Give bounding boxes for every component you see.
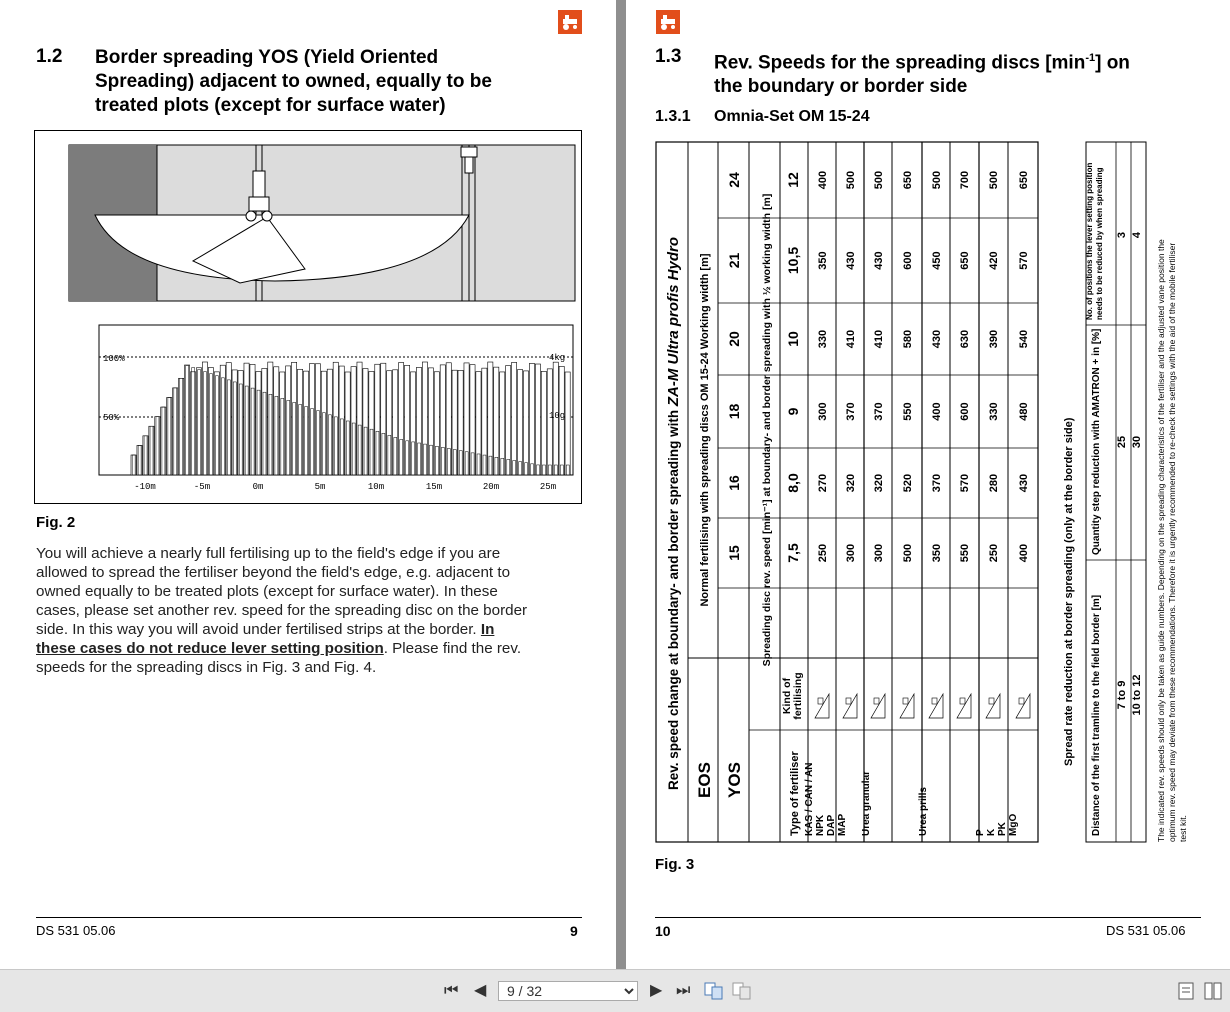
title-part: ] on [1095,52,1130,74]
table-title [665,237,682,790]
rev-speed-value: 350 [817,251,829,270]
spreader-icon [1016,694,1030,718]
outer-bar [512,362,517,475]
rev-speed-value: 320 [873,473,885,493]
half-width-value: 10,5 [785,246,801,275]
rate-quantity-value: 25 [1116,435,1128,449]
body-line: speeds for the spreading discs in Fig. 3 and Fig. 4. [36,659,377,676]
rev-speed-value: 270 [817,473,829,493]
table-note-line: The indicated rev. speeds should only be taken as guide numbers. Depending on the spreading characteristics of the fertiliser and the adjusted vane position the [1156,239,1166,842]
rev-speed-value: 500 [988,170,1000,190]
spreader-icon [957,694,971,718]
spreader-icon-part [989,698,994,704]
rev-speed-value: 370 [845,402,857,421]
spreader-icon-part [874,698,879,704]
half-width-value: 9 [785,407,801,416]
table-note-line: test kit. [1178,815,1188,842]
rev-speed-value: 570 [959,473,971,493]
rev-speed-value: 300 [845,543,857,563]
spreader-icon [986,694,1000,718]
outer-bar [535,364,540,475]
section-title [95,46,492,118]
table-title-brand: ZA-M Ultra profis Hydro [665,237,682,407]
fertiliser-type-name: PK [997,822,1008,836]
left-page [0,0,616,969]
rev-speed-value: 330 [988,402,1000,421]
x-axis-ticks [134,482,556,492]
table-text [665,163,1188,842]
rev-speed-value: 630 [959,329,971,349]
rev-speed-value: 400 [931,402,943,421]
eos-label: EOS [695,762,714,798]
rev-speed-value: 570 [1018,251,1030,270]
body-line: cases, please set another rev. speed for the spreading disc on the border [36,602,528,619]
body-emphasis-start: In [480,621,495,638]
rev-speed-value: 580 [902,329,914,349]
rev-speed-value: 650 [959,251,971,270]
footer-rule [655,917,1201,918]
working-width-value: 18 [726,403,742,420]
page-layout-icon[interactable] [704,982,724,1005]
title-superscript: -1 [1085,52,1096,64]
half-width-value: 7,5 [785,543,801,563]
kind-header-line: fertilising [792,672,804,720]
outer-bar [506,366,511,475]
x-tick-label: 15m [425,482,443,492]
rev-speed-value: 650 [902,170,914,190]
rate-header-positions: needs to be reduced by when spreading [1095,167,1104,320]
next-page-icon[interactable]: ▶ [650,982,663,999]
x-tick-label: 0m [252,482,264,492]
rate-distance-value: 10 to 12 [1131,674,1143,716]
spreader-icon [815,694,829,718]
rev-speed-value: 300 [873,543,885,563]
fertiliser-type-name: MAP [837,813,848,836]
outer-bar [547,369,552,475]
prev-page-icon[interactable]: ◀ [474,982,487,999]
body-line: owned equally to be treated plots (except for surface water). In these [36,583,498,600]
working-width-value: 16 [726,475,742,491]
spreader-icon [871,694,885,718]
rate-reduction-title: Spread rate reduction at border spreading (only at the border side) [1063,417,1075,766]
half-width-value: 10 [785,331,801,347]
rev-speed-value: 550 [902,402,914,421]
fertiliser-type-name: K [986,828,997,836]
pdf-viewer-toolbar [0,969,1230,1012]
working-width-value: 15 [726,545,742,561]
footer-doc: DS 531 05.06 [1106,923,1186,938]
outer-bar [565,372,570,475]
section-number: 1.3 [655,46,682,67]
rate-header-distance: Distance of the first tramline to the field border [m] [1091,594,1102,836]
fertiliser-type-name: P [975,829,986,836]
body-line [36,620,584,639]
working-width-value: 20 [726,331,742,347]
spreader-icon-part [1019,698,1024,704]
rev-speed-value: 450 [931,251,943,270]
first-page-icon[interactable]: ⏮ [444,982,459,999]
half-width-value: 8,0 [785,473,801,493]
label-10g: 10g [549,411,566,421]
section-number: 1.2 [36,46,63,67]
body-line [36,639,584,658]
label-4kg: 4kg [549,353,566,363]
rev-speed-value: 600 [959,402,971,421]
rev-speed-value: 280 [988,473,1000,493]
x-tick-label: 20m [482,482,500,492]
rev-speed-value: 700 [959,170,971,190]
spreader-icon-part [960,698,965,704]
rev-speed-value: 430 [931,329,943,349]
footer-page-number: 10 [655,923,671,939]
fertiliser-type-name: KAS / CAN / AN [804,762,815,836]
spreading-speed-label: Spreading disc rev. speed [min⁻¹] at boundary- and border spreading with ½ working width [m] [761,193,773,667]
spreader-icon [843,694,857,718]
body-emphasis: these cases do not reduce lever setting position [36,640,384,657]
rev-speed-value: 250 [988,543,1000,563]
rev-speed-value: 370 [931,473,943,493]
rev-speed-value: 540 [1018,329,1030,349]
body-line-text: side. In this way you will avoid under fertilised strips at the border. [36,621,477,638]
rev-speed-table [626,130,1230,850]
single-page-icon[interactable] [1178,982,1194,1005]
label-100pct: 100% [103,354,125,364]
rev-speed-value: 550 [959,543,971,563]
rev-speed-value: 330 [817,329,829,349]
working-width-value: 21 [726,252,742,269]
x-tick-label: 25m [539,482,557,492]
fertiliser-type-name: DAP [826,814,837,836]
normal-fertilising-label: Normal fertilising with spreading discs OM 15-24 Working width [m] [699,253,711,607]
half-width-value: 12 [785,172,801,188]
subsection-title: Omnia-Set OM 15-24 [714,108,870,125]
rev-speed-value: 400 [817,170,829,190]
rev-speed-value: 520 [902,473,914,493]
body-text [36,544,584,677]
kind-header-line: Kind of [781,677,793,715]
yos-label: YOS [725,762,744,798]
spread-diagram [35,131,583,505]
rev-speed-value: 480 [1018,402,1030,421]
figure-2 [34,130,582,504]
outer-bar [523,371,528,475]
rev-speed-value: 370 [873,402,885,421]
body-line: You will achieve a nearly full fertilising up to the field's edge if you are [36,545,501,562]
rev-speed-value: 650 [1018,170,1030,190]
section-title-line: the boundary or border side [714,76,968,98]
fig-3-caption: Fig. 3 [655,856,695,873]
table-title-prefix: Rev. speed change at boundary- and border spreading with [666,406,681,790]
rev-speed-value: 420 [988,251,1000,270]
table-note-line: optimum rev. speed may deviate from these recommendations. Therefore it is urgently recommended to re-check the settings with the aid of the mobile fertiliser [1167,242,1177,842]
x-tick-label: -10m [134,482,156,492]
outer-bar [517,370,522,475]
rate-header-positions: No. of positions the lever setting position [1085,162,1094,320]
x-tick-label: 10m [367,482,385,492]
fertiliser-type-name: Urea prills [918,787,929,836]
label-50pct: 50% [103,413,120,423]
page-number-select[interactable] [498,981,638,1001]
rev-speed-value: 500 [931,170,943,190]
spreader-icon-part [846,698,851,704]
rev-speed-value: 410 [845,329,857,349]
amazone-logo-icon [558,10,582,34]
spreader-icon [900,694,914,718]
spreader-icon-part [903,698,908,704]
kind-of-fertilising-header [781,672,804,719]
rev-speed-value: 500 [845,170,857,190]
section-title [714,46,1130,99]
section-title-line: Spreading) adjacent to owned, equally to be [95,71,492,92]
section-title-line: Border spreading YOS (Yield Oriented [95,47,439,68]
spreader-icon-part [932,698,937,704]
section-title-line [714,46,1130,75]
fig-2-caption: Fig. 2 [36,514,76,531]
spreader-icon-part [818,698,823,704]
continuous-view-icon[interactable] [732,982,752,1005]
footer-page-number: 9 [570,923,578,939]
fertiliser-type-name: NPK [815,814,826,836]
rev-speed-value: 390 [988,329,1000,349]
rate-distance-value: 7 to 9 [1116,680,1128,710]
title-part: Rev. Speeds for the spreading discs [min [714,52,1086,74]
spreader-icon [929,694,943,718]
footer-doc: DS 531 05.06 [36,923,116,938]
rev-speed-value: 250 [817,543,829,563]
rate-header-quantity: Quantity step reduction with AMATRON + in [%] [1091,328,1102,555]
rev-speed-value: 430 [845,251,857,270]
rev-speed-value: 430 [873,251,885,270]
outer-bar [529,363,534,475]
rev-speed-value: 430 [1018,473,1030,493]
fertiliser-type-name: Urea granular [861,770,872,836]
subsection-number: 1.3.1 [655,108,691,125]
x-tick-label: -5m [193,482,211,492]
amazone-logo-icon [656,10,680,34]
rev-speed-value: 500 [902,543,914,563]
footer-rule [36,917,582,918]
two-page-icon[interactable] [1204,982,1222,1005]
section-title-line: treated plots (except for surface water) [95,95,446,116]
type-of-fertiliser-header: Type of fertiliser [789,751,801,836]
rev-speed-value: 600 [902,251,914,270]
rate-quantity-value: 30 [1131,435,1143,449]
rev-speed-value: 400 [1018,543,1030,563]
rev-speed-value: 350 [931,543,943,563]
fertiliser-type-name: MgO [1008,813,1019,836]
rev-speed-value: 410 [873,329,885,349]
body-line: allowed to spread the fertiliser beyond the field's edge, e.g. adjacent to [36,564,511,581]
last-page-icon[interactable]: ⏭ [676,982,691,999]
body-line-tail: . Please find the rev. [383,640,522,657]
rev-speed-value: 500 [873,170,885,190]
working-width-value: 24 [726,172,742,188]
rate-positions-value: 4 [1131,231,1143,239]
rev-speed-value: 300 [817,402,829,421]
rate-positions-value: 3 [1116,231,1128,239]
outer-bar [541,371,546,475]
right-page [626,0,1230,969]
x-tick-label: 5m [314,482,326,492]
rev-speed-value: 320 [845,473,857,493]
